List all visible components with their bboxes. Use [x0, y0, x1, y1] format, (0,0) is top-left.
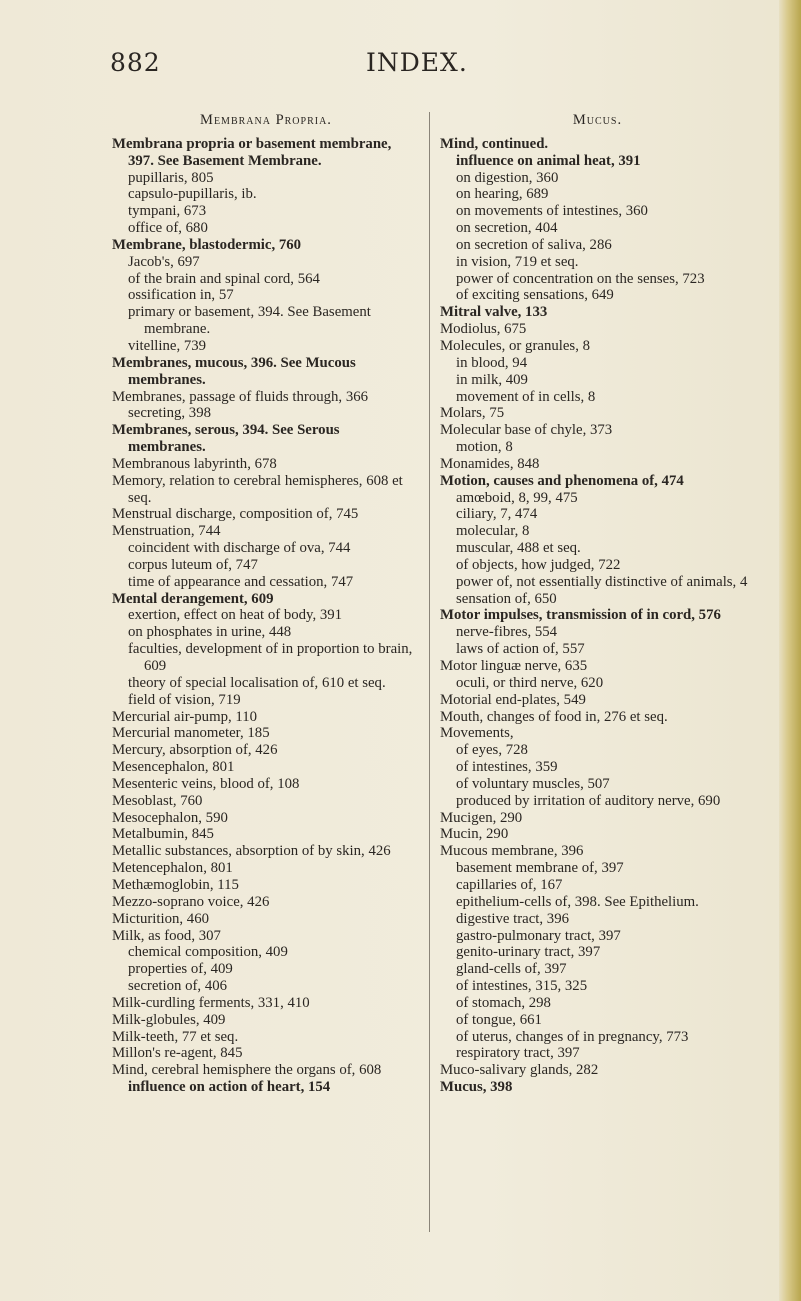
- index-subentry: pupillaris, 805: [128, 169, 214, 186]
- index-entry: Millon's re-agent, 845: [112, 1045, 243, 1062]
- index-entry: Mucous membrane, 396: [440, 843, 584, 860]
- index-entry: Mercury, absorption of, 426: [112, 742, 278, 759]
- index-subentry: genito-urinary tract, 397: [456, 944, 601, 961]
- index-subentry: influence on action of heart, 154: [128, 1079, 331, 1096]
- index-entry: Milk-curdling ferments, 331, 410: [112, 994, 310, 1011]
- page-edge: [779, 0, 801, 1301]
- index-subentry: digestive tract, 396: [456, 910, 569, 927]
- index-subentry: molecular, 8: [456, 523, 530, 540]
- index-subentry: properties of, 409: [128, 961, 233, 978]
- index-entry: Milk, as food, 307: [112, 927, 221, 944]
- index-subentry: respiratory tract, 397: [456, 1045, 580, 1062]
- column-heading-left: Membrana Propria.: [200, 112, 332, 128]
- index-subentry: motion, 8: [456, 439, 513, 456]
- index-entry: Mucigen, 290: [440, 809, 523, 826]
- index-subentry: of tongue, 661: [456, 1011, 542, 1028]
- index-subentry: power of concentration on the senses, 723: [456, 270, 705, 287]
- index-subentry: in milk, 409: [456, 371, 528, 388]
- index-entry: Membranes, mucous, 396. See Mucous membranes.: [112, 354, 356, 388]
- index-subentry: capillaries of, 167: [456, 876, 563, 893]
- index-entry: Milk-teeth, 77 et seq.: [112, 1028, 239, 1045]
- index-subentry: secretion of, 406: [128, 978, 228, 995]
- index-entry: Mercurial air-pump, 110: [112, 708, 258, 725]
- index-entry: Mesenteric veins, blood of, 108: [112, 775, 300, 792]
- index-subentry: theory of special localisation of, 610 et seq.: [128, 674, 386, 691]
- index-entry: Motorial end-plates, 549: [440, 691, 586, 708]
- index-subentry: secreting, 398: [128, 405, 212, 422]
- index-subentry: of stomach, 298: [456, 994, 551, 1011]
- index-subentry: chemical composition, 409: [128, 944, 288, 961]
- index-subentry: influence on animal heat, 391: [456, 152, 641, 169]
- index-entry: Menstrual discharge, composition of, 745: [112, 506, 359, 523]
- index-subentry: on secretion, 404: [456, 220, 558, 237]
- index-subentry: on phosphates in urine, 448: [128, 624, 292, 641]
- page-number: 882: [110, 48, 161, 77]
- index-entry: Molecular base of chyle, 373: [440, 422, 613, 439]
- index-subentry: of the brain and spinal cord, 564: [128, 270, 320, 287]
- index-subentry: ciliary, 7, 474: [456, 506, 538, 523]
- index-subentry: produced by irritation of auditory nerve, 690: [456, 792, 721, 809]
- index-subentry: on digestion, 360: [456, 169, 559, 186]
- column-heading-right: Mucus.: [572, 112, 623, 128]
- index-column-right: [440, 112, 755, 1096]
- index-entry: Memory, relation to cerebral hemispheres, 608 et seq.: [112, 472, 403, 506]
- index-subentry: of objects, how judged, 722: [456, 556, 621, 573]
- index-subentry: in vision, 719 et seq.: [456, 253, 579, 270]
- index-subentry: muscular, 488 et seq.: [456, 540, 581, 557]
- index-subentry: office of, 680: [128, 220, 208, 237]
- index-entry: Mucus, 398: [440, 1079, 513, 1096]
- index-subentry: of eyes, 728: [456, 742, 528, 759]
- index-subentry: capsulo-pupillaris, ib.: [128, 186, 257, 203]
- index-entry: Mind, continued.: [440, 135, 549, 152]
- running-head: INDEX.: [366, 48, 468, 77]
- index-entry: Milk-globules, 409: [112, 1011, 226, 1028]
- index-subentry: coincident with discharge of ova, 744: [128, 540, 351, 557]
- index-entry: Micturition, 460: [112, 910, 209, 927]
- index-subentry: basement membrane of, 397: [456, 860, 624, 877]
- index-entry: Monamides, 848: [440, 455, 540, 472]
- index-subentry: field of vision, 719: [128, 691, 241, 708]
- index-subentry: nerve-fibres, 554: [456, 624, 558, 641]
- index-subentry: gland-cells of, 397: [456, 961, 567, 978]
- index-subentry: time of appearance and cessation, 747: [128, 573, 354, 590]
- index-entry: Membranes, passage of fluids through, 366: [112, 388, 369, 405]
- index-entry: Molecules, or granules, 8: [440, 337, 590, 354]
- index-subentry: of voluntary muscles, 507: [456, 775, 610, 792]
- index-subentry: of intestines, 315, 325: [456, 978, 588, 995]
- index-subentry: gastro-pulmonary tract, 397: [456, 927, 621, 944]
- index-entry: Motor linguæ nerve, 635: [440, 658, 588, 674]
- index-subentry: corpus luteum of, 747: [128, 556, 258, 573]
- index-entry: Mesocephalon, 590: [112, 809, 228, 826]
- index-subentry: vitelline, 739: [128, 337, 207, 354]
- index-entry: Membranes, serous, 394. See Serous membranes.: [112, 422, 340, 456]
- index-entry: Metallic substances, absorption of by skin, 426: [112, 843, 391, 860]
- index-subentry: oculi, or third nerve, 620: [456, 674, 604, 691]
- index-entry: Molars, 75: [440, 405, 505, 422]
- index-entry: Menstruation, 744: [112, 523, 221, 540]
- index-subentry: of exciting sensations, 649: [456, 287, 614, 304]
- index-entry: Mercurial manometer, 185: [112, 725, 270, 742]
- index-entry: Mesoblast, 760: [112, 792, 203, 809]
- index-subentry: ossification in, 57: [128, 287, 234, 304]
- index-entry: Mouth, changes of food in, 276 et seq.: [440, 708, 668, 725]
- index-entry: Mucin, 290: [440, 826, 509, 843]
- index-subentry: of intestines, 359: [456, 759, 558, 776]
- index-entry: Mental derangement, 609: [112, 590, 274, 607]
- index-column-left: [112, 112, 420, 1096]
- index-subentry: faculties, development of in proportion to brain, 609: [128, 641, 413, 674]
- index-subentry: power of, not essentially distinctive of animals, 4: [456, 573, 748, 590]
- index-entry: Methæmoglobin, 115: [112, 876, 239, 893]
- index-entry: Membrane, blastodermic, 760: [112, 236, 302, 253]
- index-entry: Mitral valve, 133: [440, 304, 548, 321]
- index-subentry: epithelium-cells of, 398. See Epithelium.: [456, 893, 699, 910]
- index-entry: Motor impulses, transmission of in cord, 576: [440, 607, 721, 624]
- index-subentry: primary or basement, 394. See Basement membrane.: [128, 304, 371, 338]
- index-subentry: in blood, 94: [456, 354, 528, 371]
- index-entry: Membrana propria or basement membrane, 397. See Basement Membrane.: [112, 135, 392, 169]
- index-entry: Metalbumin, 845: [112, 826, 214, 843]
- index-subentry: sensation of, 650: [456, 590, 557, 607]
- column-divider: [429, 112, 430, 1232]
- index-entry: Muco-salivary glands, 282: [440, 1062, 599, 1079]
- index-entry: Movements,: [440, 725, 514, 742]
- page-header: [0, 48, 780, 88]
- index-entry: Mezzo-soprano voice, 426: [112, 893, 270, 910]
- index-subentry: on movements of intestines, 360: [456, 203, 648, 220]
- index-subentry: laws of action of, 557: [456, 641, 585, 658]
- index-subentry: on hearing, 689: [456, 186, 549, 203]
- index-subentry: exertion, effect on heat of body, 391: [128, 607, 343, 624]
- index-subentry: on secretion of saliva, 286: [456, 236, 612, 253]
- index-entry: Mind, cerebral hemisphere the organs of, 608: [112, 1062, 382, 1079]
- index-entry: Motion, causes and phenomena of, 474: [440, 472, 684, 489]
- index-entry: Modiolus, 675: [440, 321, 527, 338]
- index-entry: Metencephalon, 801: [112, 860, 233, 877]
- index-subentry: movement of in cells, 8: [456, 388, 596, 405]
- index-entry: Mesencephalon, 801: [112, 759, 235, 776]
- index-subentry: tympani, 673: [128, 203, 207, 220]
- index-subentry: amœboid, 8, 99, 475: [456, 489, 578, 506]
- index-entry: Membranous labyrinth, 678: [112, 455, 277, 472]
- index-subentry: Jacob's, 697: [128, 253, 200, 270]
- index-subentry: of uterus, changes of in pregnancy, 773: [456, 1028, 689, 1045]
